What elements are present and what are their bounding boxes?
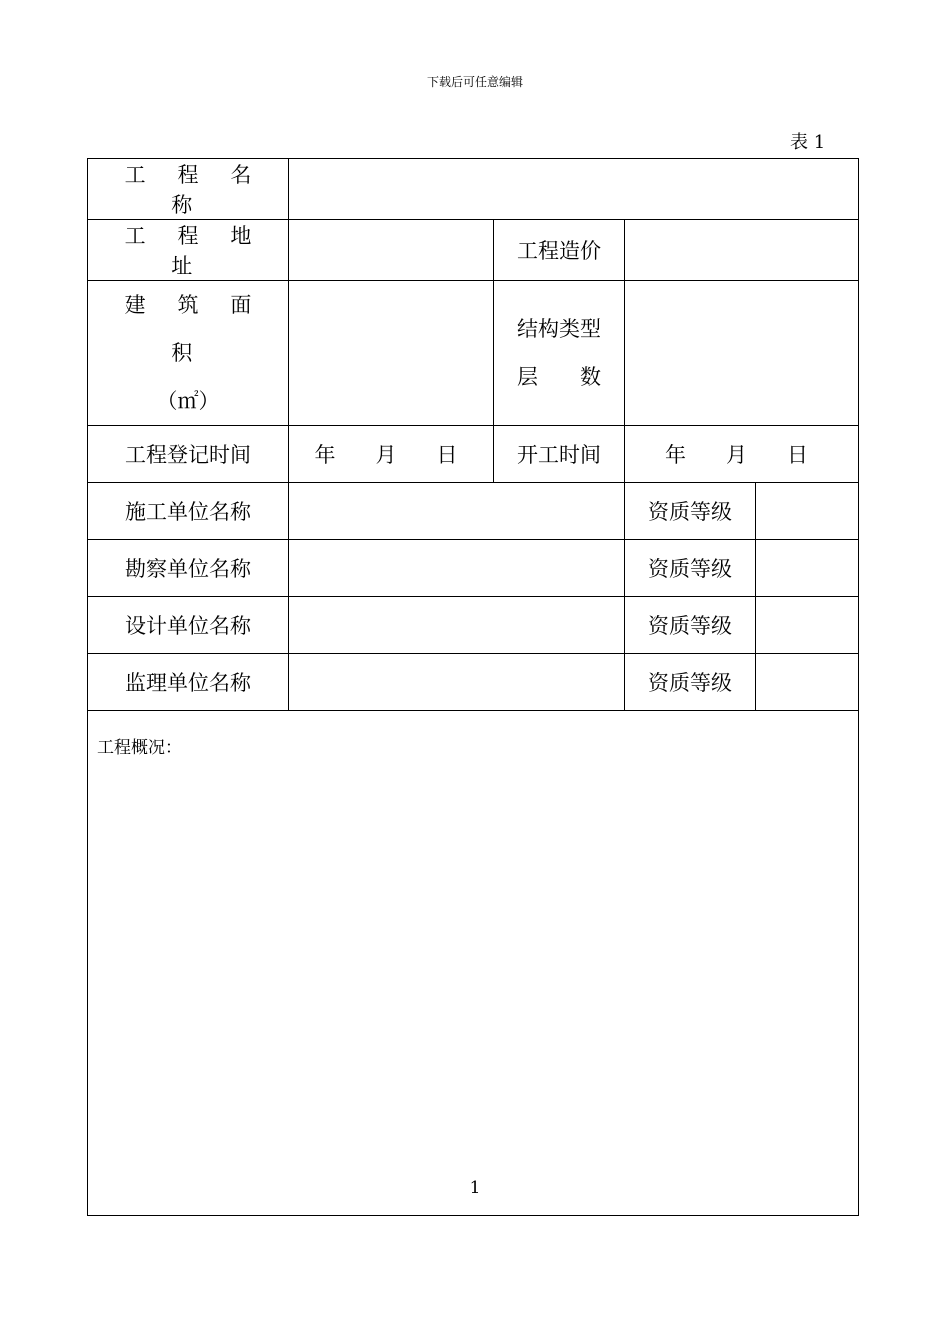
label-survey-unit: 勘察单位名称 [88,540,289,597]
label-supervision-unit: 监理单位名称 [88,654,289,711]
table-number: 表 1 [790,132,826,153]
label-project-overview: 工程概况： [97,738,182,758]
date-month: 月 [726,443,747,467]
field-design-unit[interactable] [289,597,625,654]
row-survey-unit [88,540,859,597]
row-project-address [88,220,859,281]
label-building-area [88,281,289,426]
date-month: 月 [375,443,397,467]
field-structure-floors[interactable] [625,281,859,426]
label-structure-floors [494,281,625,426]
project-registration-form [87,158,859,1216]
field-register-date[interactable] [289,426,494,483]
label-design-unit: 设计单位名称 [88,597,289,654]
field-construction-unit[interactable] [289,483,625,540]
field-qualification[interactable] [756,597,859,654]
label-project-name: 工 程 名 称 [88,159,289,220]
row-supervision-unit [88,654,859,711]
label-floors: 层 数 [517,365,601,389]
field-project-cost[interactable] [625,220,859,281]
page-number: 1 [469,1178,481,1198]
date-year: 年 [665,443,686,467]
row-building-area [88,281,859,426]
field-building-area[interactable] [289,281,494,426]
row-design-unit [88,597,859,654]
label-qualification: 资质等级 [625,654,756,711]
label-qualification: 资质等级 [625,540,756,597]
date-day: 日 [787,443,808,467]
label-structure-type: 结构类型 [517,317,601,341]
label-project-cost: 工程造价 [494,220,625,281]
field-supervision-unit[interactable] [289,654,625,711]
label-building-area-line1: 建 筑 面 积 [124,293,264,365]
label-qualification: 资质等级 [625,483,756,540]
date-day: 日 [436,443,458,467]
label-qualification: 资质等级 [625,597,756,654]
field-project-overview[interactable] [88,711,859,1216]
row-construction-unit [88,483,859,540]
label-project-address: 工 程 地 址 [88,220,289,281]
field-qualification[interactable] [756,654,859,711]
label-register-time: 工程登记时间 [88,426,289,483]
row-project-name [88,159,859,220]
row-dates [88,426,859,483]
field-project-name[interactable] [289,159,859,220]
field-qualification[interactable] [756,540,859,597]
field-project-address[interactable] [289,220,494,281]
field-start-date[interactable] [625,426,859,483]
date-year: 年 [314,443,336,467]
label-start-time: 开工时间 [494,426,625,483]
field-survey-unit[interactable] [289,540,625,597]
field-qualification[interactable] [756,483,859,540]
header-note: 下载后可任意编辑 [426,75,523,89]
label-construction-unit: 施工单位名称 [88,483,289,540]
row-overview [88,711,859,1216]
label-building-area-unit: （㎡） [156,389,220,413]
